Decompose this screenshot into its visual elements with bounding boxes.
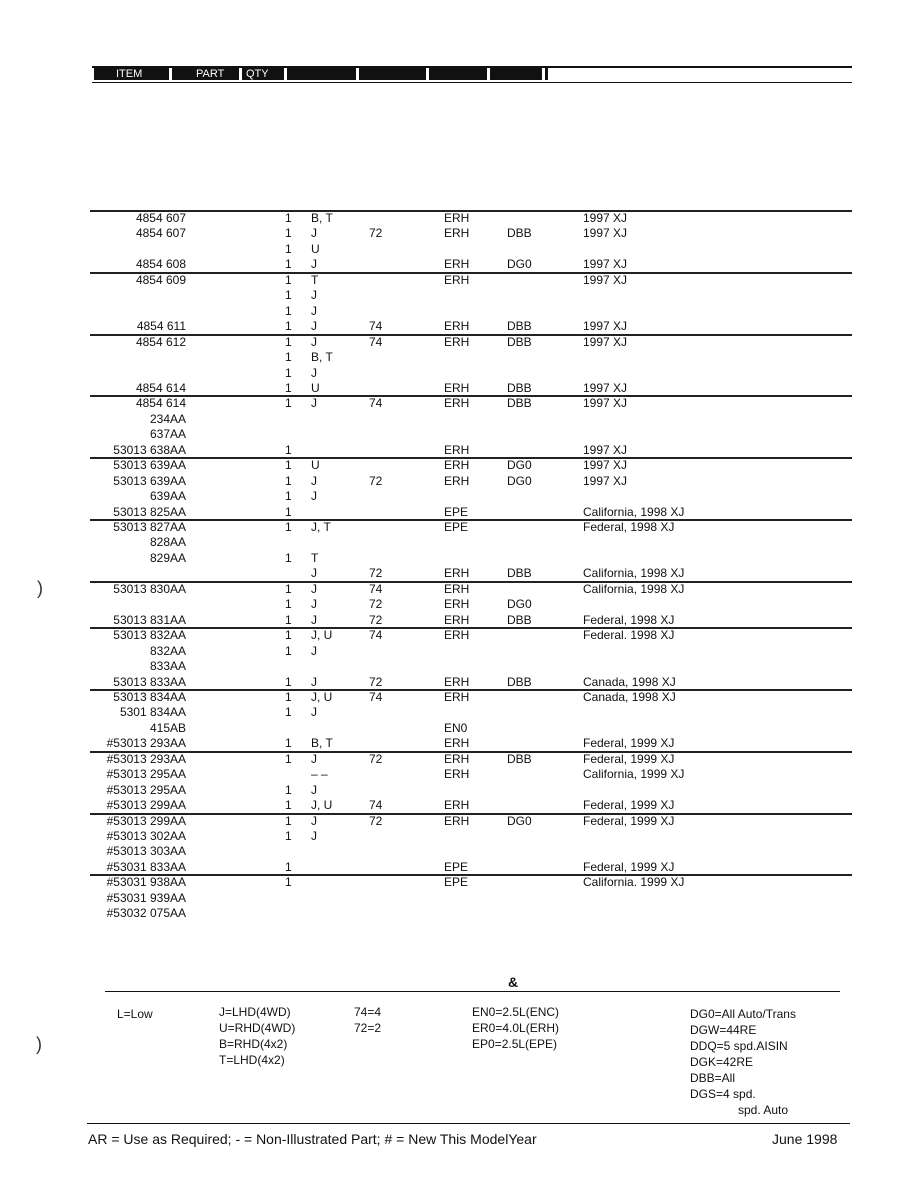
quantity: 1 [285,643,292,658]
application: J [311,751,317,766]
description: California, 1998 XJ [583,504,685,519]
table-row [0,288,924,302]
description: California, 1999 XJ [583,767,685,782]
spec-code: 74 [369,334,383,349]
engine-code: ERH [444,751,470,766]
application: J [311,581,317,596]
part-number: #53013 299AA [106,798,186,813]
application: J [311,226,317,241]
legend-column-doors [354,1004,381,1036]
table-row [0,412,924,426]
quantity: 1 [285,489,292,504]
spec-code: 72 [369,566,383,581]
header-separator [239,68,242,80]
engine-code: ERH [444,396,470,411]
quantity: 1 [285,798,292,813]
description: 1997 XJ [583,473,628,488]
table-row [0,582,924,596]
legend-ampersand: & [508,974,519,990]
part-number: #53032 075AA [106,906,186,921]
legend-entry: 74=4 [354,1005,382,1019]
part-number: 53013 834AA [113,689,186,704]
quantity: 1 [285,241,292,256]
engine-code: ERH [444,458,470,473]
application: J [311,365,317,380]
transmission-code: DBB [507,566,532,581]
application: B, T [311,350,333,365]
legend-entry: DGK=42RE [690,1055,754,1069]
part-number: 415AB [149,720,186,735]
part-number: 4854 607 [135,211,186,225]
legend-entry: L=Low [117,1007,153,1021]
legend-rule [105,991,840,992]
part-number: 4854 611 [136,319,186,334]
header-qty: QTY [246,68,269,80]
table-row [0,659,924,673]
part-number: 4854 614 [135,380,186,395]
application: – – [311,767,328,782]
application: B, T [311,211,333,225]
application: J, T [311,520,331,534]
spec-code: 72 [369,473,383,488]
engine-code: ERH [444,597,470,612]
part-number: 833AA [149,659,186,674]
description: 1997 XJ [583,211,628,225]
engine-code: ERH [444,674,470,689]
part-number: 4854 609 [135,272,186,287]
quantity: 1 [285,319,292,334]
application: J [311,566,317,581]
table-row [0,535,924,549]
quantity: 1 [285,396,292,411]
quantity: 1 [285,226,292,241]
part-number: 53013 638AA [113,442,186,457]
description: 1997 XJ [583,458,628,473]
table-row [0,675,924,689]
table-row [0,304,924,318]
table-row [0,736,924,750]
header-separator [169,68,172,80]
legend-entry: EP0=2.5L(EPE) [472,1037,558,1051]
spec-code: 72 [369,674,383,689]
spec-code: 72 [369,226,383,241]
table-row [0,566,924,580]
description: 1997 XJ [583,226,628,241]
engine-code: ERH [444,612,470,627]
description: Federal, 1998 XJ [583,612,675,627]
quantity: 1 [285,674,292,689]
quantity: 1 [285,303,292,318]
engine-code: ERH [444,334,470,349]
part-number: 53013 830AA [113,581,186,596]
legend-entry: DBB=All [690,1071,736,1085]
table-row [0,458,924,472]
part-number: #53013 295AA [106,782,186,797]
quantity: 1 [285,504,292,519]
quantity: 1 [285,520,292,534]
transmission-code: DBB [507,612,532,627]
table-row [0,644,924,658]
table-row [0,613,924,627]
description: 1997 XJ [583,442,628,457]
table-row [0,798,924,812]
legend-entry: J=LHD(4WD) [219,1005,291,1019]
transmission-code: DBB [507,226,532,241]
part-number: 53013 639AA [113,458,186,473]
quantity: 1 [285,597,292,612]
legend-column-transmission [690,1006,796,1118]
legend-entry: DG0=All Auto/Trans [690,1007,796,1021]
spec-code: 72 [369,813,383,828]
engine-code: ERH [444,257,470,272]
engine-code: EN0 [444,720,468,735]
table-row [0,520,924,534]
spec-code: 74 [369,689,383,704]
transmission-code: DBB [507,751,532,766]
part-number: 53013 831AA [113,612,186,627]
quantity: 1 [285,257,292,272]
spec-code: 72 [369,612,383,627]
quantity: 1 [285,612,292,627]
part-number: #53013 303AA [106,844,186,859]
part-number: 4854 612 [135,334,186,349]
transmission-code: DBB [507,674,532,689]
description: Federal, 1999 XJ [583,859,675,874]
application: U [311,241,320,256]
application: J [311,705,317,720]
table-row [0,396,924,410]
application: J [311,612,317,627]
engine-code: ERH [444,736,470,751]
part-number: #53031 833AA [106,859,186,874]
part-number: 53013 833AA [113,674,186,689]
engine-code: ERH [444,272,470,287]
application: T [311,550,319,565]
table-row [0,551,924,565]
engine-code: ERH [444,798,470,813]
description: 1997 XJ [583,396,628,411]
application: J [311,257,317,272]
quantity: 1 [285,380,292,395]
application: J [311,829,317,843]
description: California, 1998 XJ [583,566,685,581]
quantity: 1 [285,751,292,766]
part-number: #53031 939AA [106,890,186,905]
engine-code: ERH [444,628,470,643]
spec-code: 72 [369,751,383,766]
header-separator [426,68,429,80]
transmission-code: DBB [507,334,532,349]
part-number: 637AA [149,427,186,442]
part-number: 5301 834AA [119,705,186,720]
engine-code: ERH [444,689,470,704]
description: Canada, 1998 XJ [583,674,676,689]
legend-entry: DDQ=5 spd.AISIN [690,1039,788,1053]
header-bottom-rule [92,82,852,83]
legend-entry: B=RHD(4x2) [219,1037,288,1051]
quantity: 1 [285,689,292,704]
part-number: 53013 827AA [113,520,186,534]
quantity: 1 [285,350,292,365]
description: Canada, 1998 XJ [583,689,676,704]
quantity: 1 [285,705,292,720]
application: J [311,319,317,334]
quantity: 1 [285,288,292,303]
transmission-code: DBB [507,319,532,334]
header-item: ITEM [116,68,143,80]
part-number: 4854 608 [135,257,186,272]
table-row [0,350,924,364]
application: J [311,597,317,612]
table-row [0,875,924,889]
part-number: #53013 299AA [106,813,186,828]
table-row [0,597,924,611]
table-row [0,505,924,519]
table-row [0,242,924,256]
part-number: 53013 825AA [113,504,186,519]
engine-code: ERH [444,581,470,596]
legend-entry: DGS=4 spd. [690,1087,756,1101]
legend-entry: T=LHD(4x2) [219,1053,285,1067]
application: J [311,303,317,318]
part-number: #53013 293AA [106,751,186,766]
quantity: 1 [285,442,292,457]
part-number: #53013 295AA [106,767,186,782]
quantity: 1 [285,782,292,797]
header-separator [356,68,359,80]
header-separator [542,68,545,80]
transmission-code: DG0 [507,813,532,828]
table-row [0,427,924,441]
quantity: 1 [285,813,292,828]
table-row [0,335,924,349]
part-number: 829AA [149,550,186,565]
application: J [311,489,317,504]
footer-rule [87,1123,850,1124]
table-row [0,319,924,333]
application: J [311,782,317,797]
legend-entry: ER0=4.0L(ERH) [472,1021,560,1035]
quantity: 1 [285,550,292,565]
engine-code: EPE [444,875,469,890]
quantity: 1 [285,628,292,643]
part-number: #53031 938AA [106,875,186,890]
engine-code: ERH [444,566,470,581]
engine-code: ERH [444,380,470,395]
engine-code: ERH [444,319,470,334]
part-number: 4854 614 [135,396,186,411]
description: California, 1998 XJ [583,581,685,596]
table-row [0,783,924,797]
engine-code: EPE [444,504,469,519]
quantity: 1 [285,272,292,287]
table-row [0,752,924,766]
description: Federal. 1998 XJ [583,628,675,643]
legend-entry: spd. Auto [738,1103,789,1117]
transmission-code: DBB [507,396,532,411]
application: J [311,813,317,828]
table-row [0,690,924,704]
application: U [311,458,320,473]
table-header-bar [94,68,548,80]
table-row [0,273,924,287]
application: J [311,473,317,488]
margin-mark: ) [36,1034,42,1054]
quantity: 1 [285,473,292,488]
part-number: 53013 639AA [113,473,186,488]
description: California. 1999 XJ [583,875,685,890]
part-number: 828AA [149,535,186,550]
table-row [0,767,924,781]
spec-code: 74 [369,798,383,813]
part-number: 4854 607 [135,226,186,241]
description: Federal, 1999 XJ [583,798,675,813]
description: Federal, 1999 XJ [583,751,675,766]
table-row [0,721,924,735]
quantity: 1 [285,581,292,596]
description: 1997 XJ [583,272,628,287]
legend-column-application [219,1004,295,1068]
legend-entry: U=RHD(4WD) [219,1021,296,1035]
spec-code: 72 [369,597,383,612]
table-row [0,366,924,380]
quantity: 1 [285,365,292,380]
description: Federal, 1998 XJ [583,520,675,534]
application: T [311,272,319,287]
quantity: 1 [285,736,292,751]
table-row [0,814,924,828]
transmission-code: DG0 [507,458,532,473]
header-separator [487,68,490,80]
quantity: 1 [285,334,292,349]
engine-code: EPE [444,520,469,534]
quantity: 1 [285,458,292,473]
spec-code: 74 [369,396,383,411]
table-row [0,829,924,843]
legend-entry: DGW=44RE [690,1023,757,1037]
engine-code: ERH [444,813,470,828]
part-number: #53013 293AA [106,736,186,751]
application: J, U [311,689,333,704]
application: J [311,396,317,411]
part-number: 234AA [149,411,186,426]
engine-code: ERH [444,211,470,225]
table-row [0,906,924,920]
transmission-code: DG0 [507,257,532,272]
quantity: 1 [285,859,292,874]
application: J [311,674,317,689]
application: B, T [311,736,333,751]
table-row [0,211,924,225]
table-row [0,844,924,858]
footer-date: June 1998 [772,1131,838,1147]
description: 1997 XJ [583,257,628,272]
legend-entry: 72=2 [354,1021,382,1035]
application: J [311,288,317,303]
engine-code: ERH [444,767,470,782]
table-row [0,891,924,905]
table-row [0,628,924,642]
table-row [0,257,924,271]
description: 1997 XJ [583,334,628,349]
quantity: 1 [285,211,292,225]
legend-column-engine [472,1004,559,1052]
quantity: 1 [285,875,292,890]
legend-column-position [117,1006,153,1022]
table-row [0,381,924,395]
footer-legend: AR = Use as Required; - = Non-Illustrated Part; # = New This ModelYear [88,1131,537,1147]
description: 1997 XJ [583,380,628,395]
engine-code: ERH [444,226,470,241]
application: J [311,334,317,349]
header-separator [284,68,287,80]
transmission-code: DG0 [507,473,532,488]
part-number: 53013 832AA [113,628,186,643]
quantity: 1 [285,829,292,843]
spec-code: 74 [369,628,383,643]
engine-code: ERH [444,442,470,457]
margin-mark: ) [37,578,43,598]
spec-code: 74 [369,319,383,334]
transmission-code: DBB [507,380,532,395]
table-row [0,226,924,240]
table-row [0,443,924,457]
application: U [311,380,320,395]
description: 1997 XJ [583,319,628,334]
table-row [0,860,924,874]
application: J, U [311,628,333,643]
table-row [0,474,924,488]
part-number: 639AA [149,489,186,504]
table-row [0,705,924,719]
header-part: PART [196,68,225,80]
description: Federal, 1999 XJ [583,736,675,751]
transmission-code: DG0 [507,597,532,612]
part-number: 832AA [149,643,186,658]
spec-code: 74 [369,581,383,596]
part-number: #53013 302AA [106,829,186,843]
table-row [0,489,924,503]
engine-code: EPE [444,859,469,874]
application: J [311,643,317,658]
legend-entry: EN0=2.5L(ENC) [472,1005,560,1019]
application: J, U [311,798,333,813]
description: Federal, 1999 XJ [583,813,675,828]
engine-code: ERH [444,473,470,488]
